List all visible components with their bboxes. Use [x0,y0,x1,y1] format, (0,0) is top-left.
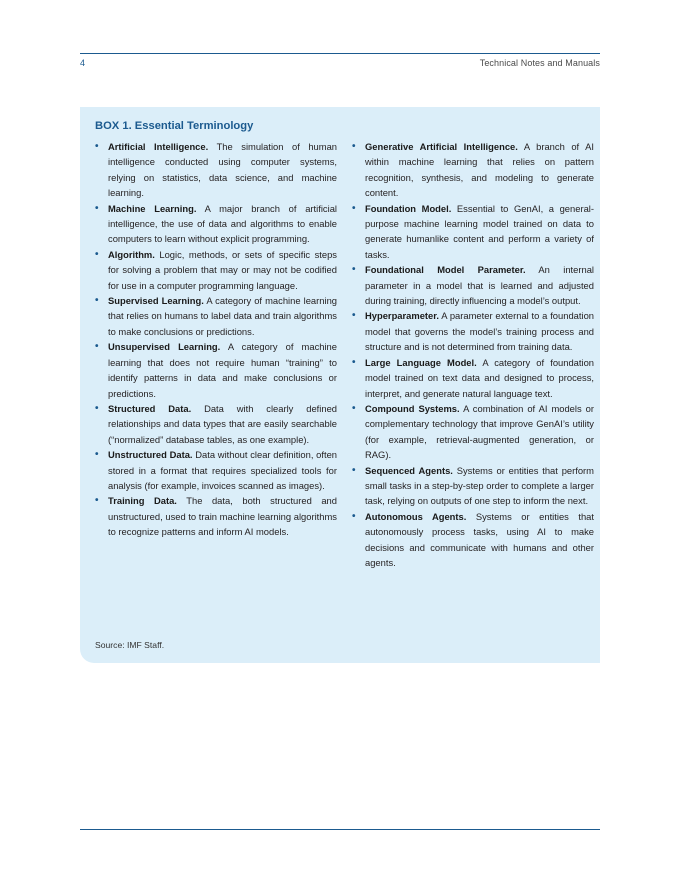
term-definition: A major branch of artificial intelligence, the use of data and algorithms to enable computers to learn without explicit programming. [108,202,337,245]
list-item [351,509,594,571]
bullet-icon: • [352,402,356,414]
list-item [94,493,337,539]
bullet-icon: • [95,341,99,353]
term-name: Sequenced Agents. [365,464,453,476]
bullet-icon: • [95,402,99,414]
term-name: Autonomous Agents. [365,510,467,522]
bullet-icon: • [95,495,99,507]
list-item [351,201,594,263]
term-definition: A combination of AI models or complementary technology that improve GenAI’s utility (for example, retrieval-augmented generation, or RAG). [365,402,594,461]
term-definition: An internal parameter in a model that is learned and adjusted during training, directly influencing a model’s output. [365,264,594,307]
bullet-icon: • [352,141,356,152]
term-name: Algorithm. [108,248,155,260]
list-item [94,293,337,339]
term-definition: Essential to GenAI, a general-purpose machine learning model trained on data to generate humanlike content and perform a variety of tasks. [365,202,594,260]
term-name: Compound Systems. [365,402,460,414]
term-definition: A category of machine learning that does not require human “training” to identify patterns in data and make conclusions or predictions. [108,341,337,399]
bullet-icon: • [352,264,356,276]
bullet-icon: • [352,464,356,476]
list-item [94,201,337,247]
term-name: Artificial Intelligence. [108,141,209,152]
term-name: Foundational Model Parameter. [365,264,526,276]
page-number: 4 [80,58,86,68]
list-item [351,463,594,509]
term-definition: The data, both structured and unstructured, used to train machine learning algorithms to recognize patterns and inform AI models. [108,495,337,538]
list-item [351,401,594,463]
term-name: Unsupervised Learning. [108,341,221,353]
term-definition: Data without clear definition, often stored in a format that requires specialized tools for analysis (for example, invoices scanned as images). [108,449,338,491]
footer-rule [80,829,600,830]
bullet-icon: • [352,356,356,368]
bullet-icon: • [352,310,356,322]
list-item [94,339,337,401]
term-definition: Logic, methods, or sets of specific steps for solving a problem that may or may not be codified for use in a computer programming language. [108,248,337,291]
term-name: Training Data. [108,495,177,507]
term-definition: Systems or entities that autonomously process tasks, using AI to make decisions and communicate with humans and other agents. [365,510,594,568]
term-name: Generative Artificial Intelligence. [365,141,518,152]
list-item [94,247,337,293]
term-name: Large Language Model. [365,356,477,368]
bullet-icon: • [352,510,356,522]
left-term-list [94,139,337,540]
bullet-icon: • [95,449,99,461]
term-definition: Systems or entities that perform small tasks in a step-by-step order to complete a larger task, relying on outputs of one step to inform the next. [365,464,594,507]
list-item [351,308,594,354]
terminology-box [80,107,600,663]
term-definition: Data with clearly defined relationships and data types that are easily searchable (“normalized” database tables, as one example). [108,402,337,445]
term-name: Supervised Learning. [108,295,204,307]
right-term-list [351,139,594,570]
bullet-icon: • [95,248,99,260]
term-definition: A category of machine learning that relies on humans to label data and train algorithms to make conclusions or predictions. [108,295,337,337]
bullet-icon: • [95,141,99,152]
bullet-icon: • [95,202,99,214]
term-name: Unstructured Data. [108,449,193,461]
list-item [351,355,594,401]
bullet-icon: • [352,202,356,214]
box-title: BOX 1. Essential Terminology [95,120,254,132]
term-name: Structured Data. [108,402,192,414]
source-note: Source: IMF Staff. [95,640,165,650]
bullet-icon: • [95,295,99,307]
running-title: Technical Notes and Manuals [479,58,600,68]
term-definition: A category of foundation model trained on text data and designed to process, interpret, and generate natural language text. [365,356,594,399]
list-item [94,139,337,201]
term-name: Hyperparameter. [365,310,439,322]
list-item [351,262,594,308]
header-rule [80,53,600,54]
term-definition: The simulation of human intelligence conducted using computer systems, relying on statistics, data science, and machine learning. [108,141,337,199]
term-name: Foundation Model. [365,202,452,214]
term-name: Machine Learning. [108,202,197,214]
term-definition: A parameter external to a foundation model that governs the model’s training process and structure and is not determined from training data. [365,310,594,353]
list-item [94,447,337,493]
list-item [94,401,337,447]
term-definition: A branch of AI within machine learning that relies on pattern recognition, synthesis, and modeling to generate content. [365,141,594,199]
list-item [351,139,594,201]
